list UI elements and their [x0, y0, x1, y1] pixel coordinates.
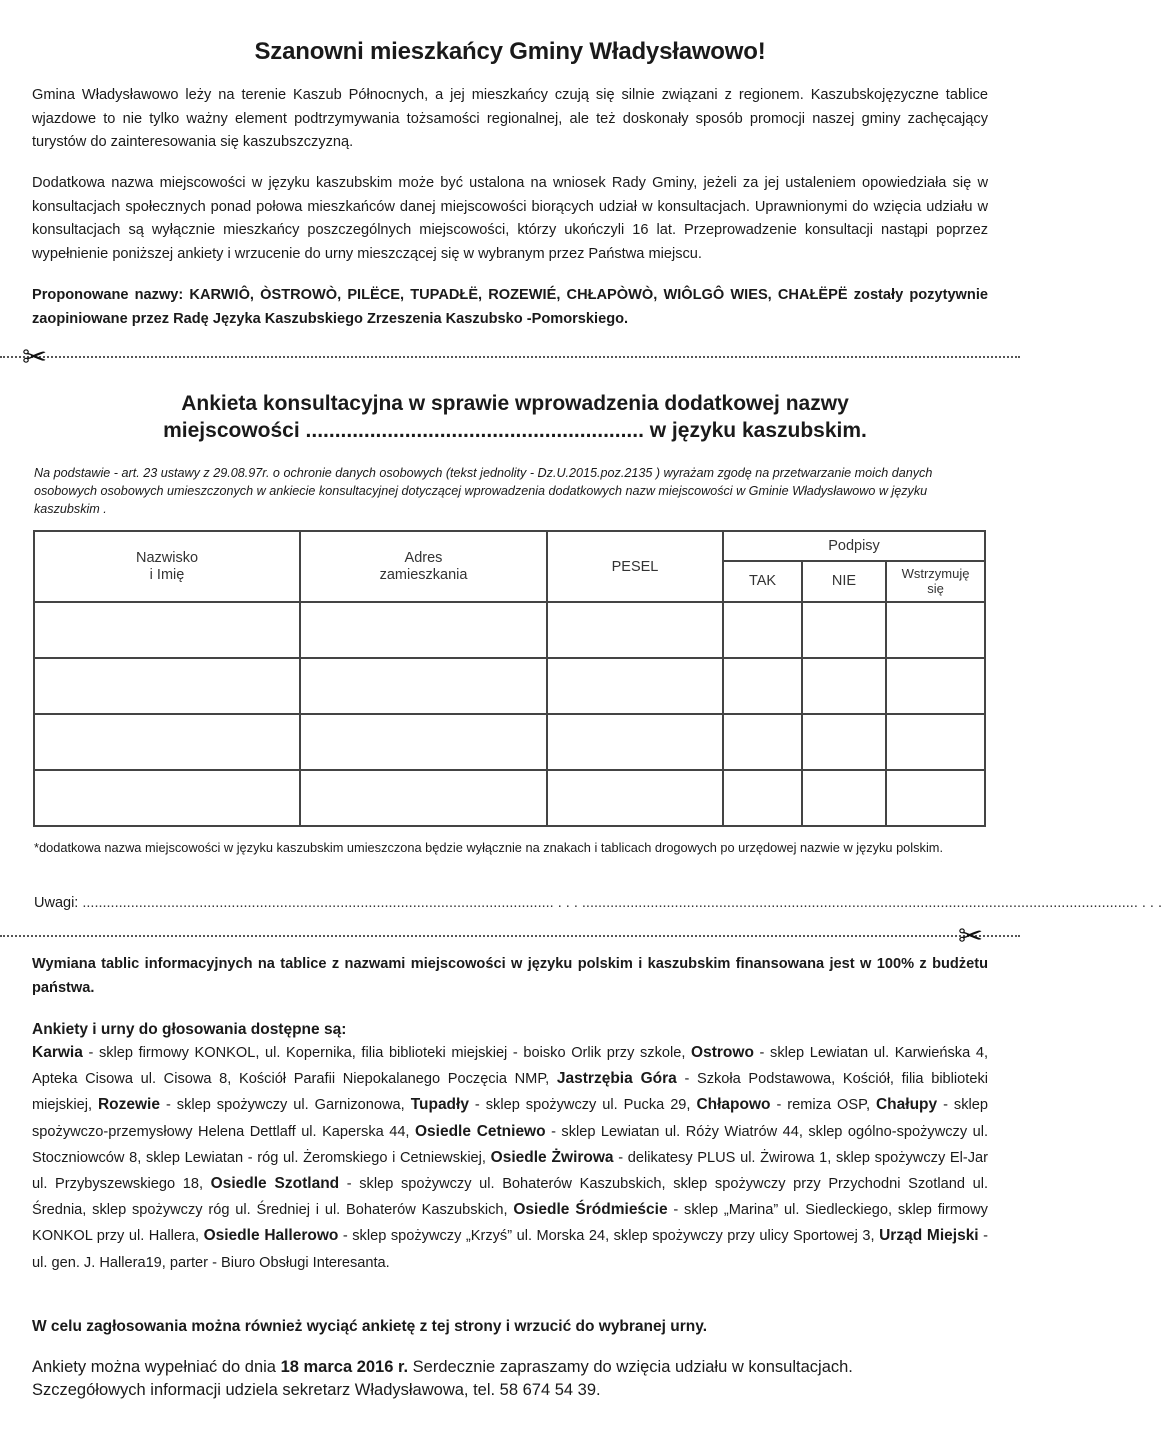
availability-heading: Ankiety i urny do głosowania dostępne są:: [32, 1021, 347, 1038]
place-locations: - sklep spożywczy ul. Bohaterów Kaszubskich, sklep spożywczy przy Przychodni Szotland ul. Średnia, sklep spożywczy róg ul. Średniej i ul. Bohaterów Kaszubskich,: [32, 1176, 988, 1219]
place-name: Rozewie: [97, 1096, 160, 1114]
place-locations: - remiza OSP,: [770, 1097, 876, 1114]
cell-yes[interactable]: [723, 658, 802, 714]
survey-row: [34, 714, 985, 770]
header-yes: TAK: [723, 561, 802, 603]
cell-abstain[interactable]: [886, 658, 985, 714]
cell-name[interactable]: [34, 770, 300, 826]
place-locations: - sklep spożywczy ul. Garnizonowa,: [159, 1097, 411, 1114]
survey-title-line-1: Ankieta konsultacyjna w sprawie wprowadzenia dodatkowej nazwy: [181, 392, 849, 415]
cell-name[interactable]: [34, 602, 300, 658]
cut-line-bottom: [0, 935, 1020, 937]
cell-yes[interactable]: [723, 770, 802, 826]
cell-name[interactable]: [34, 714, 300, 770]
place-locations: - delikatesy PLUS ul. Żwirowa 1, sklep spożywczy El-Jar ul. Przybyszewskiego 18,: [32, 1149, 989, 1193]
header-abstain: [886, 561, 985, 603]
header-abstain-line-2: się: [927, 581, 944, 597]
place-locations: - sklep firmowy KONKOL, ul. Kopernika, filia biblioteki miejskiej - boisko Orlik przy szkole,: [82, 1045, 692, 1061]
cell-no[interactable]: [802, 714, 886, 770]
header-address-line-2: zamieszkania: [379, 566, 468, 583]
deadline-line: [32, 1356, 988, 1379]
cell-address[interactable]: [300, 714, 547, 770]
place-locations: - sklep spożywczy ul. Pucka 29,: [468, 1097, 697, 1114]
scissors-icon: ✂: [22, 341, 48, 374]
footnote: *dodatkowa nazwa miejscowości w języku kaszubskim umieszczona będzie wyłącznie na znakach i tablicach drogowych po urzędowej nazwie w języku polskim.: [34, 840, 943, 855]
remarks-dots: ..................................................................................................................... . . . .......................................................................................................................................... . . .: [82, 895, 1162, 911]
place-name: Chałupy: [875, 1096, 938, 1114]
cell-pesel[interactable]: [547, 658, 723, 714]
cell-abstain[interactable]: [886, 770, 985, 826]
header-abstain-line-1: Wstrzymuję: [901, 566, 970, 582]
place-name: Osiedle Szotland: [210, 1175, 340, 1193]
place-locations: - ul. gen. J. Hallera19, parter - Biuro Obsługi Interesanta.: [32, 1228, 988, 1271]
header-name-line-1: Nazwisko: [135, 549, 199, 566]
cell-pesel[interactable]: [547, 770, 723, 826]
remarks-label: Uwagi:: [34, 895, 79, 911]
cell-no[interactable]: [802, 602, 886, 658]
place-locations: - Szkoła Podstawowa, Kościół, filia biblioteki miejskiej,: [32, 1071, 988, 1114]
place-locations: - sklep spożywczy „Krzyś” ul. Morska 24, sklep spożywczy przy ulicy Sportowej 3,: [338, 1228, 880, 1245]
place-locations: - sklep spożywczo-przemysłowy Helena Dettlaff ul. Kaperska 44,: [32, 1097, 988, 1140]
survey-row: [34, 658, 985, 714]
cell-pesel[interactable]: [547, 602, 723, 658]
cell-name[interactable]: [34, 658, 300, 714]
place-name: Urząd Miejski: [879, 1227, 979, 1245]
intro-paragraph: Gmina Władysławowo leży na terenie Kaszub Północnych, a jej mieszkańcy czują się silnie związani z regionem. Kaszubskojęzyczne tablice wjazdowe to nie tylko ważny element podtrzymywania tożsamości regionalnej, ale też doskonały sposób promocji naszej gminy zachęcający turystów do zainteresowania się kaszubszczyzną.: [32, 87, 988, 150]
place-locations: - sklep Lewiatan ul. Róży Wiatrów 44, sklep ogólno-spożywczy ul. Stoczniowców 8, sklep Lewiatan - róg ul. Żeromskiego i Cetniewskiej,: [32, 1123, 989, 1166]
scissors-icon: ✂: [958, 920, 984, 953]
place-name: Osiedle Żwirowa: [490, 1148, 614, 1166]
cell-yes[interactable]: [723, 602, 802, 658]
header-signatures: Podpisy: [723, 531, 985, 561]
place-locations: - sklep Lewiatan ul. Karwieńska 4, Apteka Cisowa ul. Cisowa 8, Kościół Parafii Niepokalanego Poczęcia NMP,: [32, 1045, 988, 1088]
header-no: NIE: [802, 561, 886, 603]
place-name: Tupadły: [410, 1096, 469, 1114]
header-name: [34, 531, 300, 602]
deadline-suffix: Serdecznie zapraszamy do wzięcia udziału w konsultacjach.: [408, 1358, 853, 1376]
deadline-date: 18 marca 2016 r.: [280, 1358, 409, 1376]
cut-instruction: W celu zagłosowania można również wyciąć ankietę z tej strony i wrzucić do wybranej urny.: [32, 1318, 707, 1335]
proposed-names-paragraph: Proponowane nazwy: KARWIÔ, ÒSTROWÒ, PILËCE, TUPADŁË, ROZEWIÉ, CHŁAPÒWÒ, WIÔLGÔ WIES, CHAŁËPË zostały pozytywnie zaopiniowane przez Radę Języka Kaszubskiego Zrzeszenia Kaszubsko -Pomorskiego.: [32, 287, 988, 327]
place-name: Osiedle Śródmieście: [513, 1201, 668, 1219]
cell-yes[interactable]: [723, 714, 802, 770]
cell-no[interactable]: [802, 658, 886, 714]
funding-notice: Wymiana tablic informacyjnych na tablice z nazwami miejscowości w języku polskim i kaszubskim finansowana jest w 100% z budżetu państwa.: [32, 956, 988, 996]
remarks-field[interactable]: [34, 895, 1162, 911]
page-title: Szanowni mieszkańcy Gminy Władysławowo!: [254, 38, 766, 65]
deadline-prefix: Ankiety można wypełniać do dnia: [32, 1358, 281, 1376]
cell-abstain[interactable]: [886, 714, 985, 770]
closing-block: [32, 1356, 988, 1402]
cell-abstain[interactable]: [886, 602, 985, 658]
place-name: Osiedle Hallerowo: [203, 1227, 339, 1245]
place-name: Osiedle Cetniewo: [414, 1122, 546, 1140]
cell-pesel[interactable]: [547, 714, 723, 770]
survey-row: [34, 602, 985, 658]
header-name-line-2: i Imię: [149, 566, 185, 583]
cell-address[interactable]: [300, 602, 547, 658]
contact-line: Szczegółowych informacji udziela sekretarz Władysławowa, tel. 58 674 54 39.: [32, 1381, 601, 1399]
place-name: Jastrzębia Góra: [556, 1070, 677, 1088]
cell-address[interactable]: [300, 658, 547, 714]
header-address-line-1: Adres: [404, 549, 443, 566]
cell-address[interactable]: [300, 770, 547, 826]
consultation-paragraph: Dodatkowa nazwa miejscowości w języku kaszubskim może być ustalona na wniosek Rady Gminy, jeżeli za jej ustaleniem opowiedziała się w konsultacjach społecznych ponad połowa mieszkańców danej miejscowości biorących udział w konsultacjach. Uprawnionymi do wzięcia udziału w konsultacjach są wyłącznie mieszkańcy poszczególnych miejscowości, którzy ukończyli 16 lat. Przeprowadzenie konsultacji nastąpi poprzez wypełnienie poniższej ankiety i wrzucenie do urny mieszczącej się w wybranym przez Państwa miejscu.: [32, 175, 988, 262]
places-list: [32, 1040, 988, 1276]
survey-title-line-2: miejscowości .......................................................... w języku kaszubskim.: [163, 419, 867, 442]
place-name: Karwia: [32, 1044, 83, 1061]
place-name: Ostrowo: [691, 1044, 754, 1061]
cell-no[interactable]: [802, 770, 886, 826]
header-address: [300, 531, 547, 602]
cut-line-top: [0, 356, 1020, 358]
survey-title: [120, 390, 910, 444]
place-name: Chłapowo: [696, 1096, 771, 1114]
survey-table: [33, 530, 986, 827]
consent-statement: Na podstawie - art. 23 ustawy z 29.08.97r. o ochronie danych osobowych (tekst jednolity - Dz.U.2015.poz.2135 ) wyrażam zgodę na przetwarzanie moich danych osobowych osobowych umieszczonych w ankiecie konsultacyjnej dotyczącej wprowadzenia dodatkowych nazw miejscowości w Gminie Władysławowo w języku kaszubskim .: [34, 466, 933, 516]
survey-row: [34, 770, 985, 826]
place-locations: - sklep „Marina” ul. Siedleckiego, sklep firmowy KONKOL przy ul. Hallera,: [32, 1202, 988, 1245]
header-pesel: PESEL: [547, 531, 723, 602]
